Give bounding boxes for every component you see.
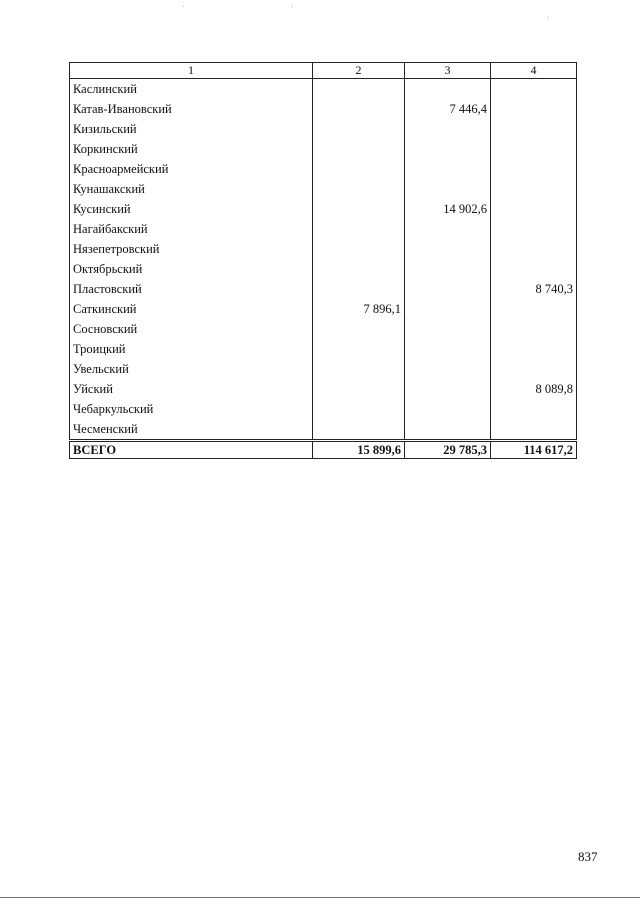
scan-speck: [548, 17, 549, 18]
value-cell-col4: [491, 79, 577, 100]
district-name-cell: Нагайбакский: [70, 219, 313, 239]
district-name-cell: Чебаркульский: [70, 399, 313, 419]
value-cell-col3: [405, 319, 491, 339]
value-cell-col3: [405, 219, 491, 239]
value-cell-col3: [405, 159, 491, 179]
value-cell-col2: [313, 319, 405, 339]
district-name-cell: Пластовский: [70, 279, 313, 299]
total-value-col2: 15 899,6: [313, 441, 405, 459]
value-cell-col2: [313, 339, 405, 359]
table-row: [70, 419, 577, 441]
value-cell-col4: [491, 319, 577, 339]
table-row: [70, 319, 577, 339]
header-row: [70, 63, 577, 79]
value-cell-col2: [313, 219, 405, 239]
value-cell-col4: [491, 139, 577, 159]
value-cell-col2: [313, 199, 405, 219]
district-name-cell: Кизильский: [70, 119, 313, 139]
district-name-cell: Кунашакский: [70, 179, 313, 199]
column-header: 4: [491, 63, 577, 79]
table-row: [70, 359, 577, 379]
value-cell-col2: [313, 399, 405, 419]
value-cell-col4: [491, 219, 577, 239]
value-cell-col3: [405, 179, 491, 199]
value-cell-col3: [405, 339, 491, 359]
total-value-col3: 29 785,3: [405, 441, 491, 459]
table-row: [70, 179, 577, 199]
table-row: [70, 399, 577, 419]
district-name-cell: Троицкий: [70, 339, 313, 359]
table-body: [70, 79, 577, 459]
table-row: [70, 259, 577, 279]
table-row: [70, 139, 577, 159]
table-row: [70, 239, 577, 259]
page-number: 837: [578, 849, 598, 864]
table-row: [70, 79, 577, 100]
value-cell-col3: [405, 119, 491, 139]
value-cell-col3: [405, 79, 491, 100]
value-cell-col2: [313, 379, 405, 399]
value-cell-col3: 14 902,6: [405, 199, 491, 219]
table-row: [70, 219, 577, 239]
value-cell-col2: [313, 99, 405, 119]
bottom-rule: [0, 897, 640, 898]
value-cell-col2: [313, 119, 405, 139]
value-cell-col3: [405, 259, 491, 279]
value-cell-col3: 7 446,4: [405, 99, 491, 119]
data-table: [69, 62, 577, 459]
column-header: 1: [70, 63, 313, 79]
value-cell-col2: [313, 279, 405, 299]
value-cell-col4: [491, 119, 577, 139]
value-cell-col2: [313, 259, 405, 279]
district-name-cell: Каслинский: [70, 79, 313, 100]
table-row: [70, 339, 577, 359]
district-name-cell: Чесменский: [70, 419, 313, 441]
table-row: [70, 279, 577, 299]
value-cell-col3: [405, 299, 491, 319]
district-name-cell: Нязепетровский: [70, 239, 313, 259]
value-cell-col3: [405, 239, 491, 259]
value-cell-col4: [491, 419, 577, 441]
value-cell-col4: [491, 339, 577, 359]
column-header: 2: [313, 63, 405, 79]
value-cell-col4: [491, 299, 577, 319]
value-cell-col2: [313, 139, 405, 159]
total-label-cell: ВСЕГО: [70, 441, 313, 459]
scan-speck: [291, 6, 292, 7]
district-name-cell: Красноармейский: [70, 159, 313, 179]
district-name-cell: Катав-Ивановский: [70, 99, 313, 119]
value-cell-col3: [405, 139, 491, 159]
value-cell-col3: [405, 359, 491, 379]
table-header: [70, 63, 577, 79]
district-name-cell: Саткинский: [70, 299, 313, 319]
value-cell-col4: [491, 179, 577, 199]
value-cell-col4: [491, 159, 577, 179]
value-cell-col2: [313, 159, 405, 179]
value-cell-col2: [313, 79, 405, 100]
value-cell-col3: [405, 379, 491, 399]
table-row: [70, 299, 577, 319]
district-name-cell: Сосновский: [70, 319, 313, 339]
column-header: 3: [405, 63, 491, 79]
table-row: [70, 99, 577, 119]
value-cell-col4: [491, 359, 577, 379]
value-cell-col2: [313, 419, 405, 441]
total-row: [70, 441, 577, 459]
value-cell-col4: 8 089,8: [491, 379, 577, 399]
table-row: [70, 119, 577, 139]
district-name-cell: Коркинский: [70, 139, 313, 159]
district-name-cell: Октябрьский: [70, 259, 313, 279]
table-row: [70, 199, 577, 219]
district-name-cell: Кусинский: [70, 199, 313, 219]
value-cell-col4: 8 740,3: [491, 279, 577, 299]
value-cell-col2: [313, 179, 405, 199]
district-name-cell: Уйский: [70, 379, 313, 399]
table-row: [70, 159, 577, 179]
table-row: [70, 379, 577, 399]
value-cell-col4: [491, 99, 577, 119]
value-cell-col3: [405, 419, 491, 441]
value-cell-col4: [491, 239, 577, 259]
value-cell-col2: [313, 239, 405, 259]
value-cell-col4: [491, 399, 577, 419]
value-cell-col3: [405, 279, 491, 299]
value-cell-col4: [491, 199, 577, 219]
value-cell-col2: 7 896,1: [313, 299, 405, 319]
value-cell-col2: [313, 359, 405, 379]
scan-speck: [183, 6, 184, 7]
district-name-cell: Увельский: [70, 359, 313, 379]
total-value-col4: 114 617,2: [491, 441, 577, 459]
value-cell-col4: [491, 259, 577, 279]
value-cell-col3: [405, 399, 491, 419]
